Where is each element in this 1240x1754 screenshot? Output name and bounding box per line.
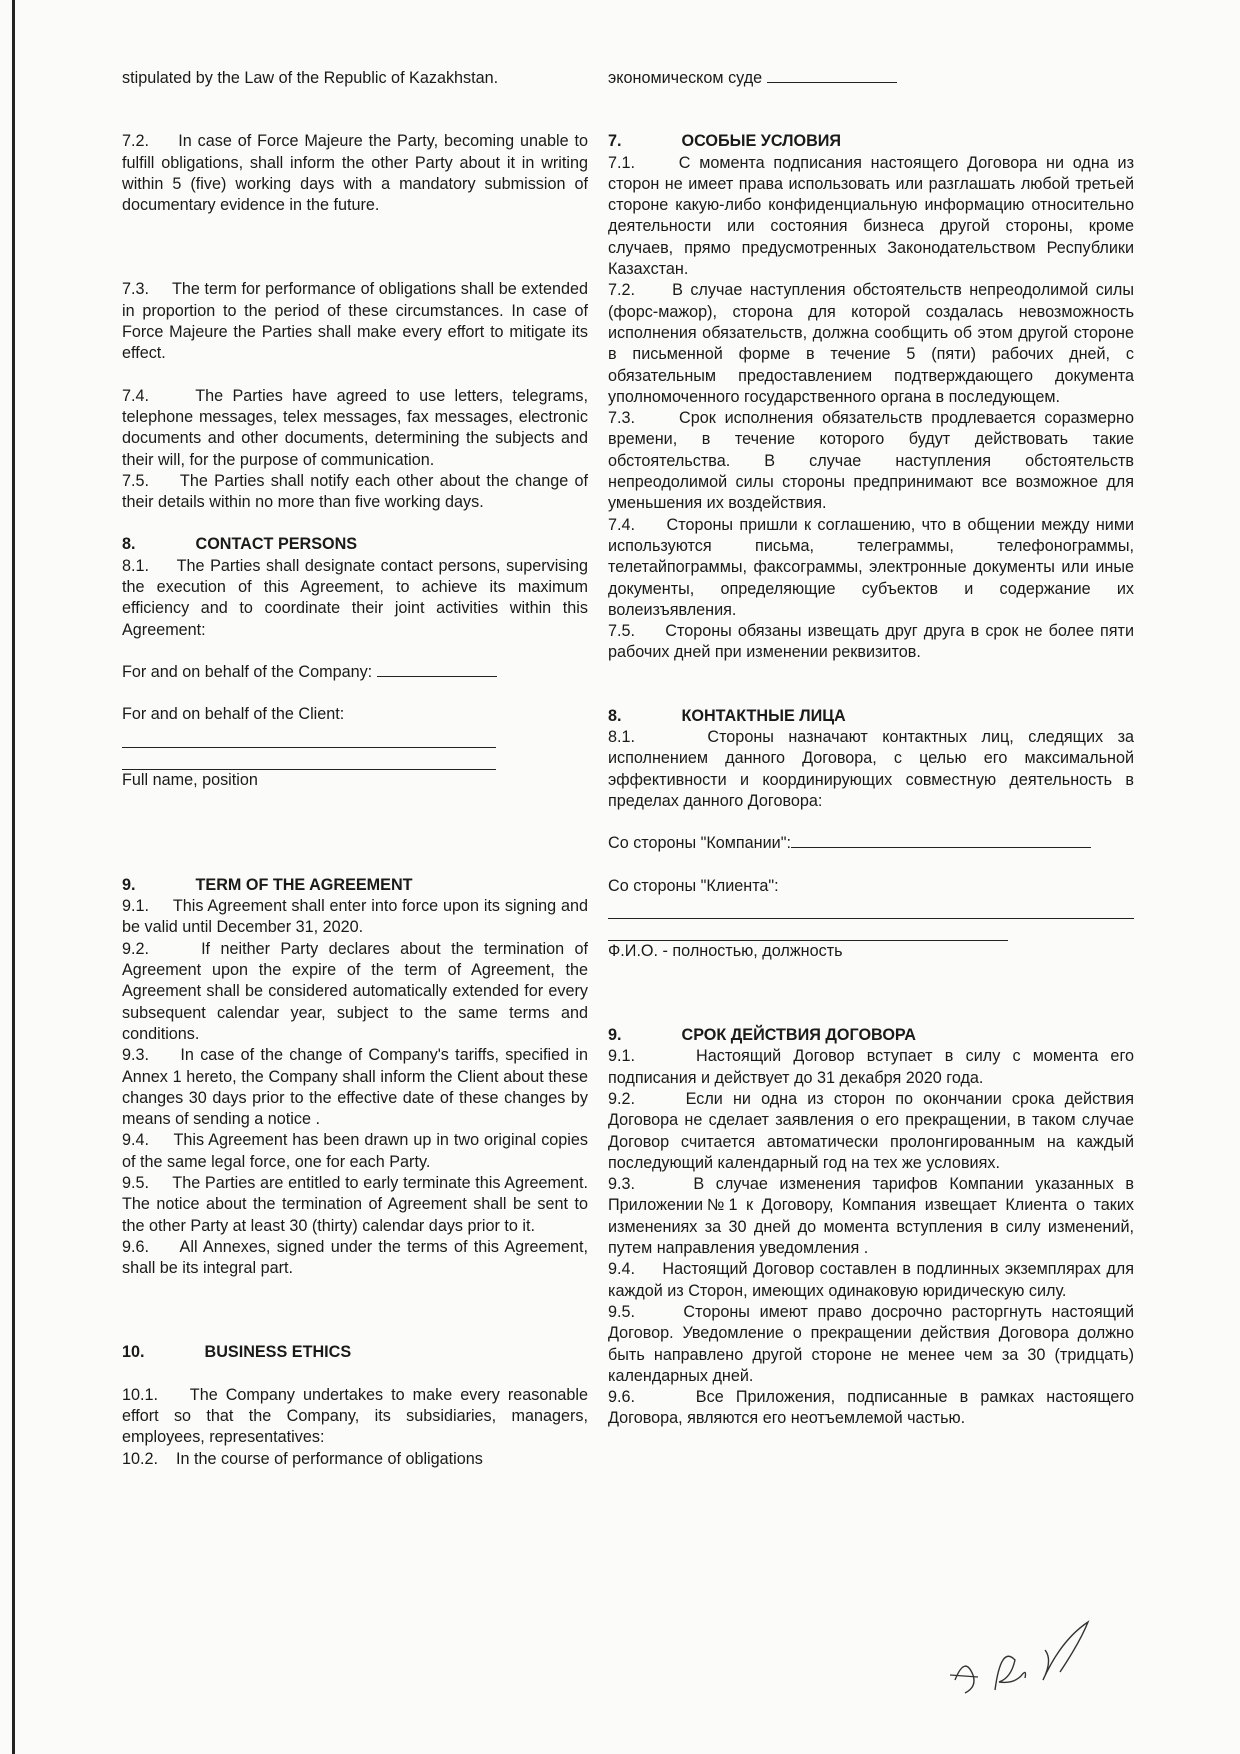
clause-9-5: 9.5. The Parties are entitled to early terminate this Agreement. The notice about the termination of Agreement shall be sent to the other Party at least 30 (thirty) calendar days prior to it. bbox=[122, 1173, 588, 1235]
english-column bbox=[122, 68, 588, 1470]
clause-10-1: 10.1. The Company undertakes to make every reasonable effort so that the Company, its subsidiaries, managers, employees, representatives: bbox=[122, 1385, 588, 1447]
clause-9-1: 9.1. This Agreement shall enter into force upon its signing and be valid until December 31, 2020. bbox=[122, 897, 588, 937]
full-name-label: Full name, position bbox=[122, 770, 258, 789]
clause-7-2-ru: 7.2. В случае наступления обстоятельств непреодолимой силы (форс-мажор), сторона для которой создалась невозможность исполнения обязательств, должна сообщить об этом другой стороне в письменной форме в течение 5 (пяти) рабочих дней, с обязательным предоставлением подтверждающего документа уполномоченного государственного органа в последующем. bbox=[608, 281, 1134, 406]
russian-column bbox=[608, 68, 1134, 1430]
clause-9-6-ru: 9.6. Все Приложения, подписанные в рамках настоящего Договора, являются его неотъемлемой частью. bbox=[608, 1388, 1134, 1428]
section-10-heading: 10. BUSINESS ETHICS bbox=[122, 1343, 352, 1362]
section-7-heading-ru: 7. ОСОБЫЕ УСЛОВИЯ bbox=[608, 132, 842, 151]
company-signature-field-ru: Со стороны "Компании": bbox=[608, 833, 1134, 854]
clause-9-2-ru: 9.2. Если ни одна из сторон по окончании срока действия Договора не сделает заявления о его прекращении, в таком случае Договор считается автоматически пролонгированным на каждый последующий календарный год на тех же условиях. bbox=[608, 1089, 1134, 1172]
client-signature-line-ru bbox=[608, 919, 1008, 941]
clause-7-4-ru: 7.4. Стороны пришли к соглашению, что в общении между ними используются письма, телеграммы, телефонограммы, телетайпограммы, факсограммы, электронные документы или иные документы, определяющие субъектов и содержание их волеизъявления. bbox=[608, 515, 1134, 619]
client-signature-line bbox=[122, 726, 496, 748]
clause-8-1: 8.1. The Parties shall designate contact persons, supervising the execution of this Agreement, to achieve its maximum efficiency and to coordinate their joint activities within this Agreement: bbox=[122, 556, 588, 639]
clause-9-4: 9.4. This Agreement has been drawn up in two original copies of the same legal force, one for each Party. bbox=[122, 1131, 588, 1171]
clause-9-5-ru: 9.5. Стороны имеют право досрочно расторгнуть настоящий Договор. Уведомление о прекращении действия Договора должно быть направлено другой стороне не менее чем за 30 (тридцать) календарных дней. bbox=[608, 1302, 1134, 1385]
clause-7-3: 7.3. The term for performance of obligations shall be extended in proportion to the period of these circumstances. In case of Force Majeure the Parties shall make every effort to mitigate its effect. bbox=[122, 280, 588, 363]
clause-8-1-ru: 8.1. Стороны назначают контактных лиц, следящих за исполнением данного Договора, с целью его максимальной эффективности и координирующих совместную деятельность в пределах данного Договора: bbox=[608, 728, 1134, 810]
section-9-heading: 9. TERM OF THE AGREEMENT bbox=[122, 875, 413, 894]
client-signature-label-ru: Со стороны "Клиента": bbox=[608, 876, 779, 895]
client-signature-line bbox=[122, 748, 496, 770]
section-8-heading: 8. CONTACT PERSONS bbox=[122, 535, 358, 554]
intro-text-ru: экономическом суде bbox=[608, 68, 1134, 89]
company-signature-field: For and on behalf of the Company: bbox=[122, 662, 588, 683]
clause-9-4-ru: 9.4. Настоящий Договор составлен в подлинных экземплярах для каждой из Сторон, имеющих одинаковую юридическую силу. bbox=[608, 1260, 1134, 1300]
clause-10-2: 10.2. In the course of performance of obligations bbox=[122, 1449, 483, 1468]
page-edge bbox=[12, 0, 15, 1754]
clause-7-1-ru: 7.1. С момента подписания настоящего Договора ни одна из сторон не имеет права использовать или разглашать любой третьей стороне какую-либо конфиденциальную информацию относительно деятельности или состояния бизнеса другой стороны, кроме случаев, прямо предусмотренных Законодательством Республики Казахстан. bbox=[608, 153, 1134, 279]
client-signature-label: For and on behalf of the Client: bbox=[122, 705, 345, 724]
clause-7-4: 7.4. The Parties have agreed to use letters, telegrams, telephone messages, telex messages, fax messages, electronic documents and other documents, determining the subjects and their will, for the purpose of communication. bbox=[122, 386, 588, 469]
clause-7-5-ru: 7.5. Стороны обязаны извещать друг друга в срок не более пяти рабочих дней при изменении реквизитов. bbox=[608, 622, 1134, 662]
clause-9-3-ru: 9.3. В случае изменения тарифов Компании указанных в Приложении№1 к Договору, Компания извещает Клиента о таких изменениях за 30 дней до момента вступления в силу изменений, путем направления уведомления . bbox=[608, 1175, 1134, 1258]
section-8-heading-ru: 8. КОНТАКТНЫЕ ЛИЦА bbox=[608, 706, 846, 725]
intro-text: stipulated by the Law of the Republic of Kazakhstan. bbox=[122, 69, 499, 87]
clause-7-5: 7.5. The Parties shall notify each other about the change of their details within no more than five working days. bbox=[122, 471, 588, 512]
signature-scribble bbox=[950, 1620, 1110, 1710]
clause-9-3: 9.3. In case of the change of Company's tariffs, specified in Annex 1 hereto, the Company shall inform the Client about these changes 30 days prior to the effective date of these changes by means of sending a notice . bbox=[122, 1046, 588, 1129]
clause-9-1-ru: 9.1. Настоящий Договор вступает в силу с момента его подписания и действует до 31 декабря 2020 года. bbox=[608, 1047, 1134, 1087]
client-signature-line-ru bbox=[608, 897, 1134, 919]
clause-7-3-ru: 7.3. Срок исполнения обязательств продлевается соразмерно времени, в течение которого будут действовать такие обстоятельства. В случае наступления обстоятельств непреодолимой силы стороны предпринимают все возможное для уменьшения их воздействия. bbox=[608, 409, 1134, 513]
handwritten-initials bbox=[950, 1620, 1110, 1710]
section-9-heading-ru: 9. СРОК ДЕЙСТВИЯ ДОГОВОРА bbox=[608, 1026, 916, 1045]
full-name-label-ru: Ф.И.О. - полностью, должность bbox=[608, 941, 843, 960]
clause-9-6: 9.6. All Annexes, signed under the terms of this Agreement, shall be its integral part. bbox=[122, 1237, 588, 1278]
clause-9-2: 9.2. If neither Party declares about the termination of Agreement upon the expire of the term of Agreement, the Agreement shall be considered automatically extended for every subsequent calendar year, subject to the same terms and conditions. bbox=[122, 939, 588, 1043]
clause-7-2: 7.2. In case of Force Majeure the Party, becoming unable to fulfill obligations, shall inform the other Party about it in writing within 5 (five) working days with a mandatory submission of documentary evidence in the future. bbox=[122, 132, 588, 215]
